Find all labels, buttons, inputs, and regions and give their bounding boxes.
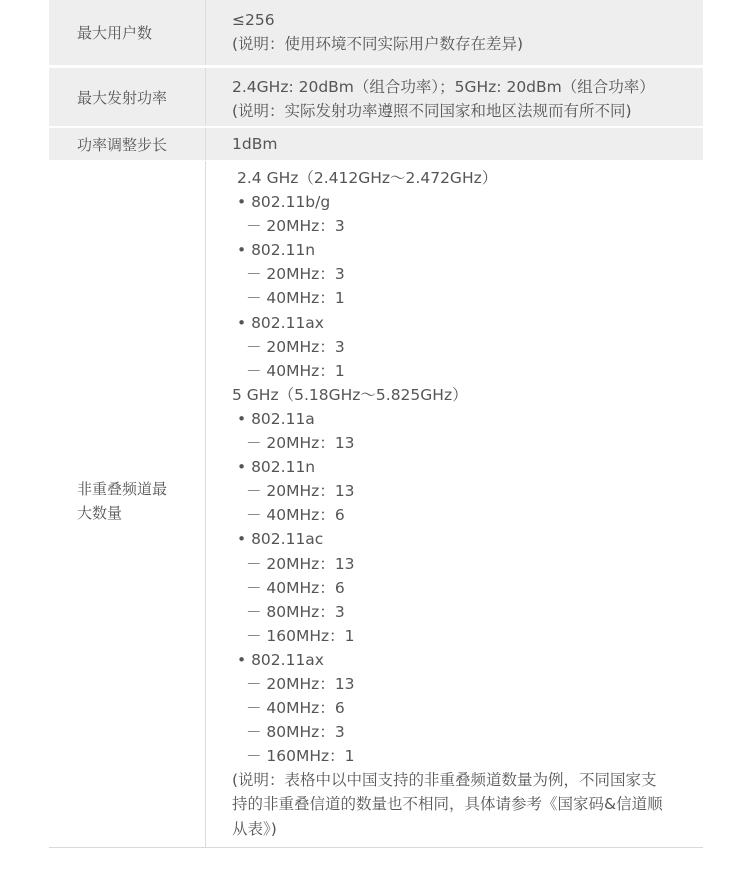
row-value: [206, 68, 703, 126]
mode-item: • 802.11n: [237, 458, 316, 477]
value-line: 2.4GHz: 20dBm（组合功率）；5GHz: 20dBm（组合功率）: [232, 78, 655, 96]
mode-item: • 802.11ac: [237, 530, 324, 549]
bandwidth-item: － 20MHz：13: [246, 434, 355, 453]
bandwidth-item: － 40MHz：1: [246, 361, 345, 380]
mode-item: • 802.11b/g: [237, 193, 331, 212]
note-line: (说明：表格中以中国支持的非重叠频道数量为例，不同国家支: [232, 771, 657, 790]
note-line: (说明：实际发射功率遵照不同国家和地区法规而有所不同): [232, 102, 632, 120]
bandwidth-item: － 20MHz：13: [246, 554, 355, 573]
bandwidth-item: － 20MHz：13: [246, 482, 355, 501]
bandwidth-item: － 40MHz：1: [246, 289, 345, 308]
band-list: [232, 407, 703, 768]
row-label: [49, 161, 206, 847]
value-line: 1dBm: [232, 135, 278, 153]
row-non-overlap-channels: [49, 161, 703, 848]
label-line: 大数量: [77, 504, 123, 522]
row-label: 最大用户数: [49, 0, 206, 65]
row-value: [206, 161, 703, 847]
row-value: [206, 0, 703, 65]
bandwidth-item: － 160MHz：1: [246, 747, 355, 766]
band-heading: 5 GHz（5.18GHz～5.825GHz）: [232, 385, 468, 404]
bandwidth-item: － 20MHz：3: [246, 217, 345, 236]
mode-item: • 802.11ax: [237, 313, 324, 332]
mode-item: • 802.11ax: [237, 650, 324, 669]
bandwidth-item: － 80MHz：3: [246, 602, 345, 621]
bandwidth-item: － 20MHz：13: [246, 674, 355, 693]
bandwidth-item: － 80MHz：3: [246, 723, 345, 742]
bandwidth-item: － 40MHz：6: [246, 506, 345, 525]
mode-item: • 802.11a: [237, 409, 315, 428]
bandwidth-item: － 20MHz：3: [246, 337, 345, 356]
value-line: ≤256: [232, 11, 275, 29]
label-line: 非重叠频道最: [77, 480, 168, 498]
note-line: 从表》): [232, 819, 277, 838]
row-label: 最大发射功率: [49, 68, 206, 126]
band-list: [232, 190, 703, 383]
note-block: [232, 768, 703, 840]
note-line: (说明：使用环境不同实际用户数存在差异): [232, 35, 524, 53]
mode-item: • 802.11n: [237, 241, 316, 260]
row-label: 功率调整步长: [49, 128, 206, 160]
note-line: 持的非重叠信道的数量也不相同，具体请参考《国家码&信道顺: [232, 795, 663, 814]
bandwidth-item: － 40MHz：6: [246, 699, 345, 718]
row-max-tx-power: [49, 66, 703, 127]
bandwidth-item: － 40MHz：6: [246, 578, 345, 597]
bandwidth-item: － 160MHz：1: [246, 626, 355, 645]
bandwidth-item: － 20MHz：3: [246, 265, 345, 284]
row-max-users: [49, 0, 703, 66]
band-heading: 2.4 GHz（2.412GHz～2.472GHz）: [237, 169, 498, 187]
spec-table: [49, 0, 703, 848]
row-value: [206, 128, 703, 160]
row-power-step: [49, 127, 703, 161]
